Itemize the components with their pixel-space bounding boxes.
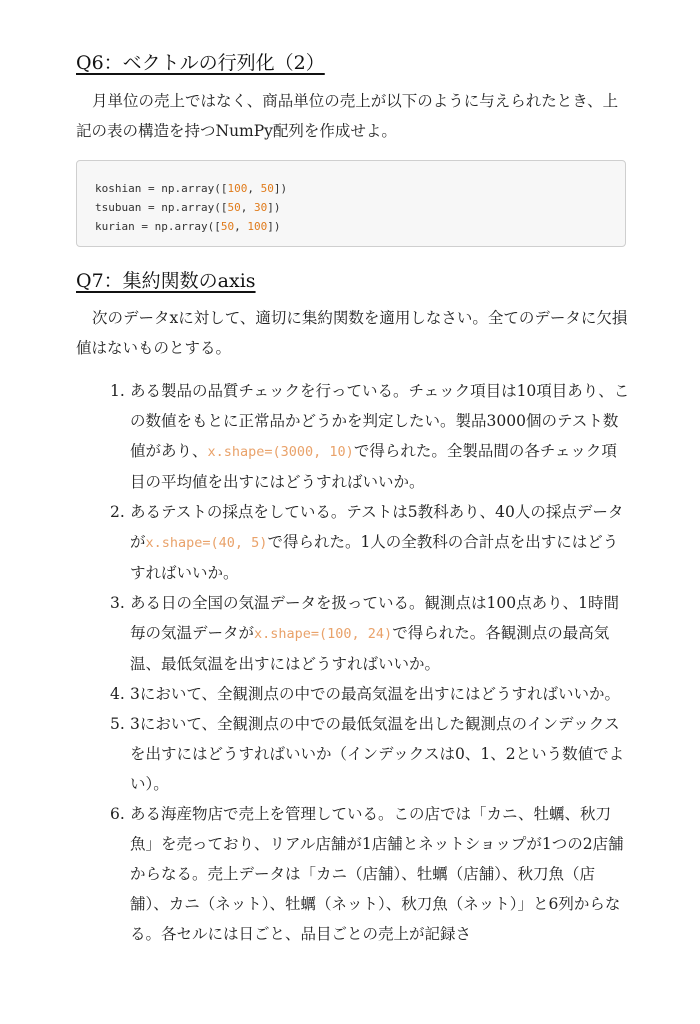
list-item: 2. あるテストの採点をしている。テストは5教科あり、40人の採点データがx.shape=(40, 5)で得られた。1人の全教科の合計点を出すにはどうすればいいか。 bbox=[110, 497, 630, 588]
code-number: 50 bbox=[227, 201, 241, 214]
list-number: 1. bbox=[110, 382, 125, 400]
inline-code: x.shape=(40, 5) bbox=[145, 535, 268, 551]
q6-heading: Q6：ベクトルの行列化（2） bbox=[76, 52, 325, 74]
code-number: 30 bbox=[253, 201, 268, 214]
q7-paragraph: 次のデータxに対して、適切に集約関数を適用しなさい。全てのデータに欠損値はないものとする。 bbox=[76, 309, 628, 357]
list-number: 3. bbox=[110, 594, 125, 612]
q7-heading: Q7：集約関数のaxis bbox=[76, 270, 256, 292]
code-number: 100 bbox=[247, 220, 268, 233]
list-item: 5. 3において、全観測点の中での最低気温を出した観測点のインデックスを出すにはどうすればいいか（インデックスは0、1、2という数値でよい）。 bbox=[110, 709, 630, 799]
inline-code: x.shape=(3000, 10) bbox=[207, 444, 354, 460]
q6-code-block bbox=[76, 160, 626, 247]
inline-code: x.shape=(100, 24) bbox=[254, 626, 393, 642]
code-line-tsubuan: tsubuan = np.array([50, 30]) bbox=[95, 201, 281, 214]
list-number: 4. bbox=[110, 685, 125, 703]
code-line-kurian: kurian = np.array([50, 100]) bbox=[95, 220, 281, 233]
list-number: 6. bbox=[110, 805, 125, 823]
list-item: 1. ある製品の品質チェックを行っている。チェック項目は10項目あり、この数値をもとに正常品かどうかを判定したい。製品3000個のテスト数値があり、x.shape=(3000, 10)で得られた。全製品間の各チェック項目の平均値を出すにはどうすればいいか。 bbox=[110, 376, 630, 497]
list-item: 4. 3において、全観測点の中での最高気温を出すにはどうすればいいか。 bbox=[110, 679, 630, 709]
q6-paragraph: 月単位の売上ではなく、商品単位の売上が以下のように与えられたとき、上記の表の構造を持つNumPy配列を作成せよ。 bbox=[76, 92, 619, 140]
list-item: 6. ある海産物店で売上を管理している。この店では「カニ、牡蠣、秋刀魚」を売っており、リアル店舗が1店舗とネットショップが1つの2店舗からなる。売上データは「カニ（店舗）、牡蠣（店舗）、秋刀魚（店舗）、カニ（ネット）、牡蠣（ネット）、秋刀魚（ネット）」と6列からなる。各セルには日ごと、品目ごとの売上が記録さ bbox=[110, 799, 630, 949]
code-line-koshian: koshian = np.array([100, 50]) bbox=[95, 182, 288, 195]
list-item: 3. ある日の全国の気温データを扱っている。観測点は100点あり、1時間毎の気温データがx.shape=(100, 24)で得られた。各観測点の最高気温、最低気温を出すにはどうすればいいか。 bbox=[110, 588, 630, 679]
question-list bbox=[110, 376, 630, 949]
code-number: 100 bbox=[227, 182, 248, 195]
list-number: 2. bbox=[110, 503, 125, 521]
code-number: 50 bbox=[260, 182, 274, 195]
code-number: 50 bbox=[220, 220, 235, 233]
list-number: 5. bbox=[110, 715, 125, 733]
